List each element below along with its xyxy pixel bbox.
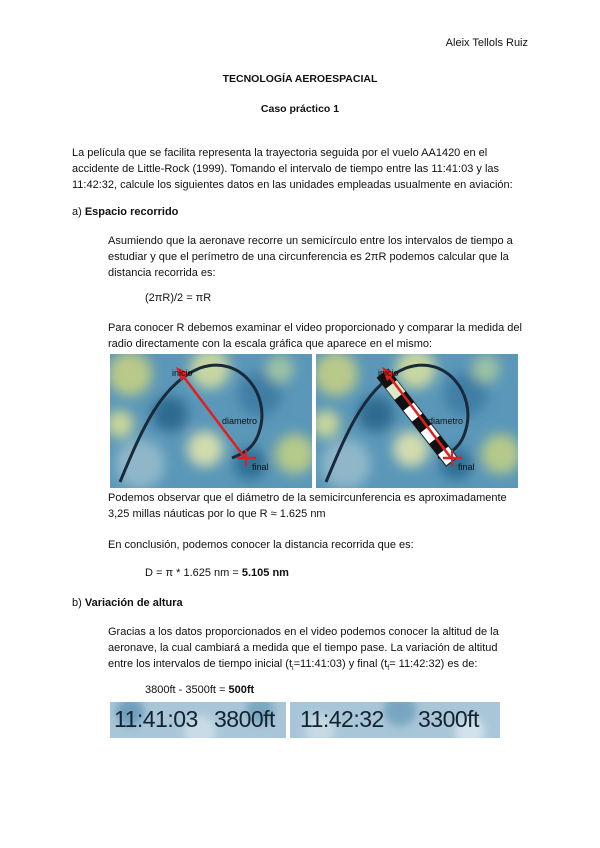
altitude-value: 3300ft [418, 706, 479, 732]
section-a-heading [72, 206, 178, 218]
document-subtitle: Caso práctico 1 [260, 103, 340, 115]
time-readout: 11:42:32 [300, 706, 384, 732]
text-line: aeronave, la cual cambiará a medida que el tiempo pase. La variación de altitud [108, 642, 498, 654]
formula-half-perimeter: (2πR)/2 = πR [145, 292, 212, 304]
text-line: La película que se facilita representa la trayectoria seguida por el vuelo AA1420 en el [72, 147, 488, 159]
author-name: Aleix Tellols Ruiz [445, 37, 528, 49]
text-line: Para conocer R debemos examinar el video proporcionado y comparar la medida del [108, 322, 522, 334]
text-line: estudiar y que el perímetro de una circunferencia es 2πR podemos calcular que la [108, 251, 509, 263]
formula-result: 500ft [228, 684, 255, 696]
text-fragment: = 11:42:32) es de: [389, 658, 478, 670]
end-label: final [252, 462, 269, 472]
end-label: final [458, 462, 475, 472]
diameter-label: diametro [428, 416, 464, 426]
text-line [108, 656, 533, 677]
text-line: radio directamente con la escala gráfica que aparece en el mismo: [108, 338, 433, 350]
formula-result: 5.105 nm [241, 567, 289, 579]
text-line: accidente de Little-Rock (1999). Tomando el intervalo de tiempo entre las 11:41:03 y las [72, 163, 500, 175]
section-a-paragraph-2 [108, 320, 533, 352]
text-fragment: entre los intervalos de tiempo inicial (t [108, 658, 293, 670]
subscript: i [292, 665, 294, 673]
section-title: Espacio recorrido [84, 206, 179, 218]
text-line: Podemos observar que el diámetro de la semicircunferencia es aproximadamente [108, 492, 507, 504]
subscript: f [387, 665, 390, 673]
section-prefix: b) [72, 597, 85, 609]
text-fragment: =11:41:03) y final (t [293, 658, 388, 670]
diameter-label: diametro [222, 416, 258, 426]
section-a-paragraph-4: En conclusión, podemos conocer la distancia recorrida que es: [108, 539, 414, 551]
altitude-readout-end [290, 702, 500, 738]
intro-paragraph [72, 145, 532, 193]
section-a-paragraph-3 [108, 490, 533, 522]
text-line: 3,25 millas náuticas por lo que R ≈ 1.625 nm [108, 508, 326, 520]
formula-expression: D = π * 1.625 nm = [145, 567, 242, 579]
section-b-paragraph-1 [108, 624, 533, 677]
time-readout: 11:41:03 [114, 706, 198, 732]
text-line: distancia recorrida es: [108, 267, 216, 279]
start-label: inicio [378, 368, 399, 378]
text-line: 11:42:32, calcule los siguientes datos en las unidades empleadas usualmente en aviación: [72, 179, 513, 191]
trajectory-map-image [110, 354, 312, 488]
section-title: Variación de altura [84, 597, 183, 609]
section-prefix: a) [72, 206, 85, 218]
section-a-paragraph-1 [108, 233, 533, 281]
formula-expression: 3800ft - 3500ft = [145, 684, 229, 696]
altitude-readout-start [110, 702, 286, 738]
start-label: inicio [172, 368, 193, 378]
trajectory-map-scale-image [316, 354, 518, 488]
document-title: TECNOLOGÍA AEROESPACIAL [222, 73, 378, 85]
formula-distance [145, 567, 289, 579]
altitude-value: 3800ft [214, 706, 275, 732]
formula-altitude [145, 684, 254, 696]
text-line: Gracias a los datos proporcionados en el video podemos conocer la altitud de la [108, 626, 499, 638]
section-b-heading [72, 597, 183, 609]
text-line: Asumiendo que la aeronave recorre un semicírculo entre los intervalos de tiempo a [108, 235, 513, 247]
